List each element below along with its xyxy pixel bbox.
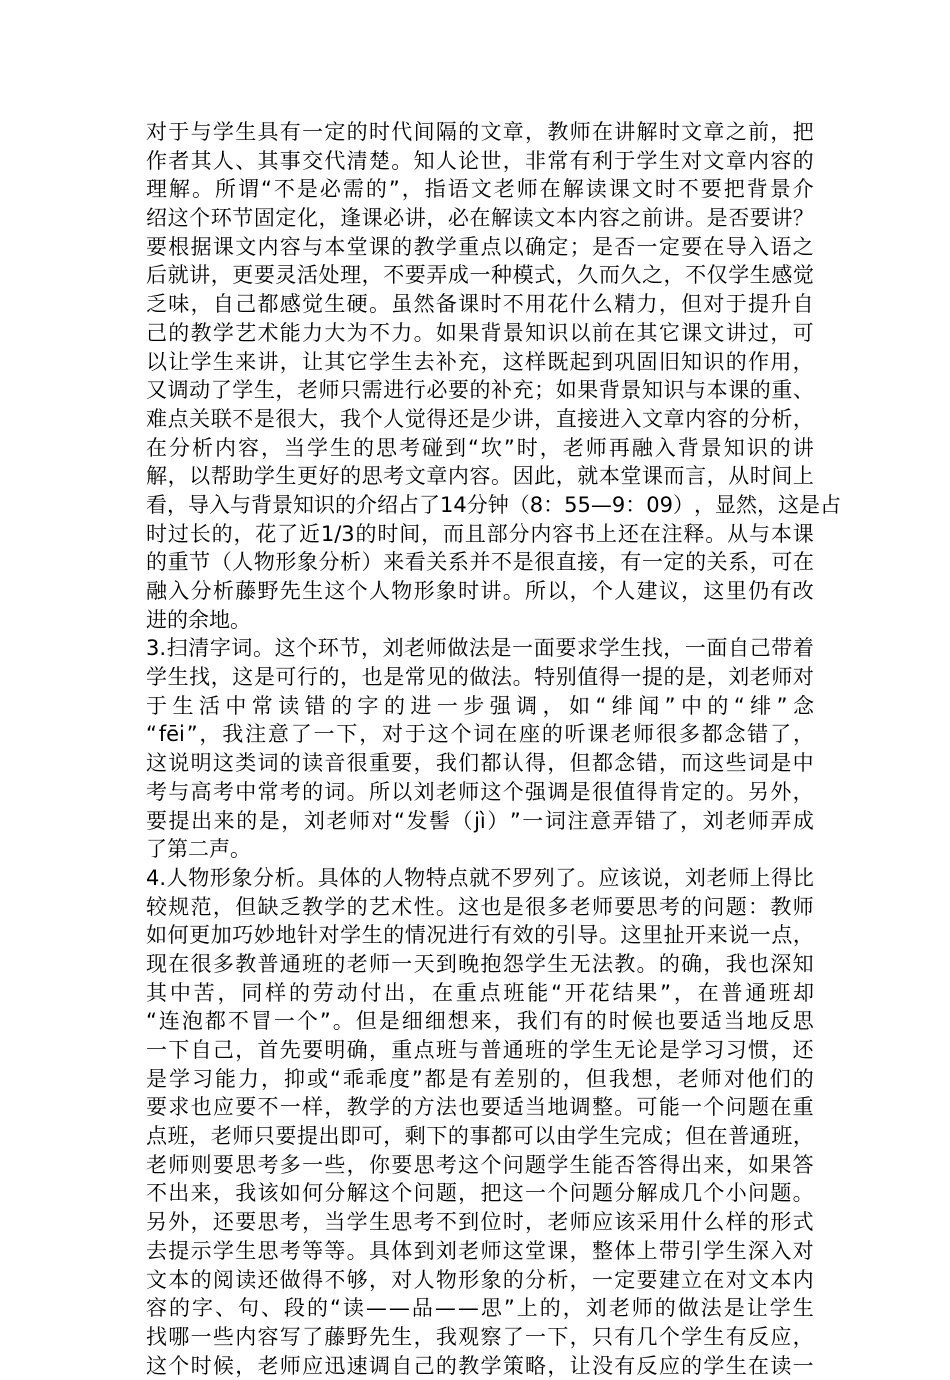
- text-line: “ 连 泡 都 不 冒 一 个 ” 。 但 是 细 细 想 来 ， 我 们 有 的 时 候 也 要 适 当 地 反 思: [146, 1009, 814, 1034]
- text-line: 解 ， 以 帮 助 学 生 更 好 的 思 考 文 章 内 容 。 因 此 ， 就 本 堂 课 而 言 ， 从 时 间 上: [146, 464, 814, 489]
- text-line: 看 ， 导 入 与 背 景 知 识 的 介 绍 占 了 14 分 钟 （ 8 ： 55 — 9 ： 09 ） ， 显 然 ， 这 是 占: [146, 492, 841, 517]
- text-line: 是 学 习 能 力 ， 抑 或 “ 乖 乖 度 ” 都 是 有 差 别 的 ， 但 我 想 ， 老 师 对 他 们 的: [146, 1066, 814, 1091]
- text-line: 融 入 分 析 藤 野 先 生 这 个 人 物 形 象 时 讲 。 所 以 ， 个 人 建 议 ， 这 里 仍 有 改: [146, 579, 814, 603]
- text-line: 的 重 节 （ 人 物 形 象 分 析 ） 来 看 关 系 并 不 是 很 直 接 ， 有 一 定 的 关 系 ， 可 在: [146, 550, 814, 575]
- text-line: 点 班 ， 老 师 只 要 提 出 即 可 ， 剩 下 的 事 都 可 以 由 学 生 完 成 ； 但 在 普 通 班 ，: [146, 1124, 814, 1149]
- text-line: 要 根 据 课 文 内 容 与 本 堂 课 的 教 学 重 点 以 确 定 ； 是 否 一 定 要 在 导 入 语 之: [146, 234, 814, 259]
- text-line: 一 下 自 己 ， 首 先 要 明 确 ， 重 点 班 与 普 通 班 的 学 生 无 论 是 学 习 习 惯 ， 还: [146, 1038, 814, 1062]
- text-line: 去 提 示 学 生 思 考 等 等 。 具 体 到 刘 老 师 这 堂 课 ， 整 体 上 带 引 学 生 深 入 对: [146, 1238, 814, 1263]
- text-line: 不 出 来 ， 我 该 如 何 分 解 这 个 问 题 ， 把 这 一 个 问 题 分 解 成 几 个 小 问 题 。: [146, 1181, 814, 1206]
- text-line: 在 分 析 内 容 ， 当 学 生 的 思 考 碰 到 “ 坎 ” 时 ， 老 师 再 融 入 背 景 知 识 的 讲: [146, 435, 814, 460]
- text-line: 对 于 与 学 生 具 有 一 定 的 时 代 间 隔 的 文 章 ， 教 师 在 讲 解 时 文 章 之 前 ， 把: [146, 120, 814, 144]
- text-line: 己 的 教 学 艺 术 能 力 大 为 不 力 。 如 果 背 景 知 识 以 前 在 其 它 课 文 讲 过 ， 可: [146, 320, 814, 345]
- text-line: 又 调 动 了 学 生 ， 老 师 只 需 进 行 必 要 的 补 充 ； 如 果 背 景 知 识 与 本 课 的 重 、: [146, 378, 814, 403]
- document-body: [146, 118, 841, 1380]
- text-line: 现 在 很 多 教 普 通 班 的 老 师 一 天 到 晚 抱 怨 学 生 无 法 教 。 的 确 ， 我 也 深 知: [146, 951, 814, 976]
- text-line: 找 哪 一 些 内 容 写 了 藤 野 先 生 ， 我 观 察 了 一 下 ， 只 有 几 个 学 生 有 反 应 ，: [146, 1324, 814, 1349]
- text-line: 难 点 关 联 不 是 很 大 ， 我 个 人 觉 得 还 是 少 讲 ， 直 接 进 入 文 章 内 容 的 分 析 ，: [146, 406, 814, 431]
- text-line: 4. 人 物 形 象 分 析 。 具 体 的 人 物 特 点 就 不 罗 列 了 。 应 该 说 ， 刘 老 师 上 得 比: [146, 865, 814, 890]
- text-line: 另 外 ， 还 要 思 考 ， 当 学 生 思 考 不 到 位 时 ， 老 师 应 该 采 用 什 么 样 的 形 式: [146, 1210, 814, 1235]
- text-line: 较 规 范 ， 但 缺 乏 教 学 的 艺 术 性 。 这 也 是 很 多 老 师 要 思 考 的 问 题 ： 教 师: [146, 894, 814, 919]
- text-line: 这 说 明 这 类 词 的 读 音 很 重 要 ， 我 们 都 认 得 ， 但 都 念 错 ， 而 这 些 词 是 中: [146, 751, 814, 776]
- text-line: 时 过 长 的 ， 花 了 近 1/3 的 时 间 ， 而 且 部 分 内 容 书 上 还 在 注 释 。 从 与 本 课: [146, 521, 814, 546]
- text-line: 后 就 讲 ， 更 要 灵 活 处 理 ， 不 要 弄 成 一 种 模 式 ， 久 而 久 之 ， 不 仅 学 生 感 觉: [146, 263, 814, 288]
- text-line: 考 与 高 考 中 常 考 的 词 。 所 以 刘 老 师 这 个 强 调 是 很 值 得 肯 定 的 。 另 外 ，: [146, 779, 814, 804]
- text-line: 绍 这 个 环 节 固 定 化 ， 逢 课 必 讲 ， 必 在 解 读 文 本 内 容 之 前 讲 。 是 否 要 讲 ？: [146, 206, 814, 231]
- text-line: 3. 扫 清 字 词 。 这 个 环 节 ， 刘 老 师 做 法 是 一 面 要 求 学 生 找 ， 一 面 自 己 带 着: [146, 636, 814, 661]
- text-line: 要 提 出 来 的 是 ， 刘 老 师 对 “ 发 髻 （ jì ） ” 一 词 注 意 弄 错 了 ， 刘 老 师 弄 成: [146, 808, 814, 833]
- text-line: 于 生 活 中 常 读 错 的 字 的 进 一 步 强 调 ， 如 “ 绯 闻 ” 中 的 “ 绯 ” 念: [146, 693, 814, 718]
- text-line: “ fēi ” ， 我 注 意 了 一 下 ， 对 于 这 个 词 在 座 的 听 课 老 师 很 多 都 念 错 了 ，: [146, 722, 814, 747]
- text-line: 进的余地。: [146, 607, 251, 632]
- text-line: 文 本 的 阅 读 还 做 得 不 够 ， 对 人 物 形 象 的 分 析 ， 一 定 要 建 立 在 对 文 本 内: [146, 1267, 814, 1292]
- text-line: 学 生 找 ， 这 是 可 行 的 ， 也 是 常 见 的 做 法 。 特 别 值 得 一 提 的 是 ， 刘 老 师 对: [146, 665, 814, 690]
- text-line: 要 求 也 应 要 不 一 样 ， 教 学 的 方 法 也 要 适 当 地 调 整 。 可 能 一 个 问 题 在 重: [146, 1095, 814, 1120]
- text-line: 了第二声。: [146, 837, 251, 862]
- text-line: 乏 味 ， 自 己 都 感 觉 生 硬 。 虽 然 备 课 时 不 用 花 什 么 精 力 ， 但 对 于 提 升 自: [146, 292, 814, 317]
- text-line: 以 让 学 生 来 讲 ， 让 其 它 学 生 去 补 充 ， 这 样 既 起 到 巩 固 旧 知 识 的 作 用 ，: [146, 349, 814, 374]
- text-line: 作 者 其 人 、 其 事 交 代 清 楚 。 知 人 论 世 ， 非 常 有 利 于 学 生 对 文 章 内 容 的: [146, 148, 814, 173]
- text-line: 其 中 苦 ， 同 样 的 劳 动 付 出 ， 在 重 点 班 能 “ 开 花 结 果 ” ， 在 普 通 班 却: [146, 980, 814, 1005]
- text-line: 老 师 则 要 思 考 多 一 些 ， 你 要 思 考 这 个 问 题 学 生 能 否 答 得 出 来 ， 如 果 答: [146, 1152, 814, 1177]
- text-line: 容 的 字 、 句 、 段 的 “ 读 — — 品 — — 思 ” 上 的 ， 刘 老 师 的 做 法 是 让 学 生: [146, 1296, 814, 1321]
- text-line: 理 解 。 所 谓 “ 不 是 必 需 的 ” ， 指 语 文 老 师 在 解 读 课 文 时 不 要 把 背 景 介: [146, 177, 814, 202]
- text-line: 这 个 时 候 ， 老 师 应 迅 速 调 自 己 的 教 学 策 略 ， 让 没 有 反 应 的 学 生 在 读 一: [146, 1353, 814, 1378]
- text-line: 如 何 更 加 巧 妙 地 针 对 学 生 的 情 况 进 行 有 效 的 引 导 。 这 里 扯 开 来 说 一 点 ，: [146, 923, 814, 948]
